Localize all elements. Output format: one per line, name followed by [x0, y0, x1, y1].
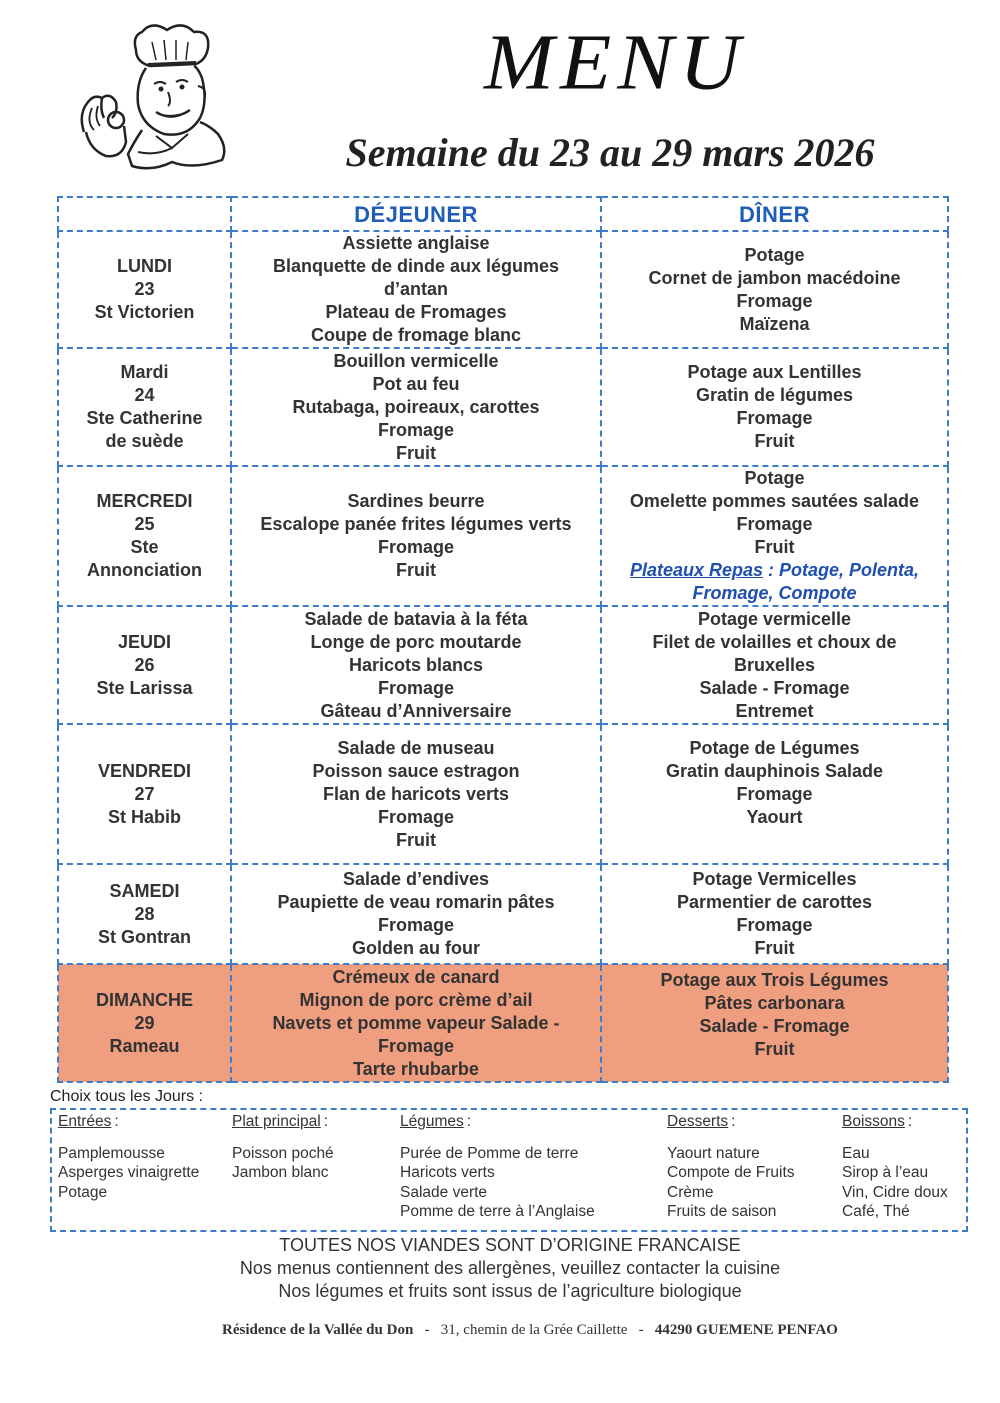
day-name: DIMANCHE — [96, 989, 193, 1010]
menu-table — [57, 196, 949, 1083]
day-row-thursday — [58, 606, 948, 724]
page-title: MENU — [484, 18, 746, 107]
dish: Fruit — [754, 431, 795, 451]
dish: Yaourt — [746, 807, 803, 827]
day-cell — [58, 606, 231, 724]
dish: Gratin de légumes — [695, 385, 854, 405]
day-name: JEUDI — [117, 631, 171, 652]
choice-item: Pamplemousse — [58, 1144, 165, 1162]
dish: Fruit — [396, 442, 436, 463]
dish: Fromage — [736, 915, 813, 935]
day-number: 29 — [134, 1012, 155, 1033]
dish: Tarte rhubarbe — [353, 1058, 479, 1079]
dish: Fromage — [377, 419, 455, 440]
dish: Plateau de Fromages — [325, 302, 507, 322]
day-row-tuesday — [58, 348, 948, 466]
day-number: 24 — [134, 385, 155, 405]
meal-tray-text-2: Fromage, Compote — [692, 583, 857, 603]
menu-header-row — [58, 197, 948, 231]
residence-name: Résidence de la Vallée du Don — [222, 1322, 414, 1338]
dish: Gâteau d’Anniversaire — [320, 700, 512, 721]
choice-item: Pomme de terre à l’Anglaise — [400, 1203, 595, 1220]
dish: Cornet de jambon macédoine — [648, 267, 901, 288]
column-title: Plat principal — [232, 1113, 321, 1130]
dish: Bouillon vermicelle — [333, 350, 499, 371]
dish: Potage — [744, 468, 805, 488]
dish: Salade de museau — [337, 737, 495, 758]
dish: Fromage — [736, 408, 813, 428]
day-number: 25 — [134, 514, 155, 534]
day-cell — [58, 466, 231, 606]
choice-item: Poisson poché — [232, 1144, 334, 1162]
dish: Golden au four — [352, 938, 480, 958]
choices-column-starters: Entrées: Pamplemousse Asperges vinaigrette Potage — [58, 1113, 200, 1201]
column-title: Légumes — [400, 1113, 464, 1130]
choice-item: Asperges vinaigrette — [58, 1164, 200, 1181]
dish: Gratin dauphinois Salade — [665, 761, 884, 781]
dish: Navets et pomme vapeur Salade - — [272, 1012, 560, 1033]
dish: Fruit — [396, 560, 436, 580]
day-row-sunday — [58, 964, 948, 1082]
choices-column-main: Plat principal: Poisson poché Jambon blanc — [232, 1113, 334, 1181]
dish: Parmentier de carottes — [676, 892, 873, 912]
dish: Escalope panée frites légumes verts — [260, 514, 572, 534]
dish: Assiette anglaise — [342, 233, 490, 253]
dish: Fromage — [377, 677, 455, 698]
choice-item: Vin, Cidre doux — [842, 1183, 948, 1201]
day-name: MERCREDI — [96, 491, 193, 511]
daily-choices-box — [50, 1108, 968, 1232]
choice-item: Compote de Fruits — [667, 1164, 795, 1181]
dish: Flan de haricots verts — [322, 783, 510, 804]
dish: Entremet — [735, 700, 814, 721]
note-allergens: Nos menus contiennent des allergènes, veuillez contacter la cuisine — [239, 1258, 781, 1278]
dinner-cell — [601, 606, 948, 724]
choice-item: Haricots verts — [400, 1164, 495, 1181]
day-saint: St Victorien — [94, 302, 195, 322]
day-name: SAMEDI — [109, 880, 180, 901]
dish: Omelette pommes sautées salade — [629, 491, 920, 511]
lunch-cell — [231, 964, 601, 1082]
day-row-saturday — [58, 864, 948, 964]
day-number: 28 — [134, 903, 155, 924]
lunch-cell — [231, 348, 601, 466]
dish: Potage aux Trois Légumes — [660, 970, 889, 990]
dish: Poisson sauce estragon — [312, 760, 520, 781]
choice-item: Fruits de saison — [667, 1203, 777, 1220]
dish: Salade d’endives — [342, 869, 490, 889]
dish: Fromage — [736, 784, 813, 804]
lunch-cell — [231, 864, 601, 964]
meal-tray-note — [602, 559, 947, 582]
choice-item: Jambon blanc — [232, 1164, 329, 1181]
dish: Potage de Légumes — [689, 738, 860, 758]
daily-choices-label: Choix tous les Jours : — [50, 1088, 203, 1105]
note-origin: TOUTES NOS VIANDES SONT D’ORIGINE FRANCAISE — [279, 1235, 741, 1255]
day-number: 27 — [134, 783, 155, 804]
day-saint: St Gontran — [98, 926, 191, 947]
lunch-cell — [231, 466, 601, 606]
day-number: 26 — [134, 654, 155, 675]
day-saint: Ste Catherine — [86, 408, 203, 428]
choice-item: Purée de Pomme de terre — [400, 1144, 579, 1162]
choices-column-vegetables: Légumes: Purée de Pomme de terre Haricots verts Salade verte Pomme de terre à l’Anglaise — [400, 1113, 595, 1220]
page-subtitle: Semaine du 23 au 29 mars 2026 — [345, 130, 875, 175]
dish: Fromage — [736, 290, 813, 311]
dish: Fromage — [736, 514, 813, 534]
day-cell — [58, 231, 231, 348]
separator: - — [424, 1322, 430, 1338]
day-row-monday — [58, 231, 948, 348]
dish: Fromage — [377, 537, 455, 557]
choices-column-desserts: Desserts: Yaourt nature Compote de Fruits Crème Fruits de saison — [667, 1113, 795, 1220]
dish: Sardines beurre — [347, 491, 485, 511]
day-saint: de suède — [105, 431, 184, 451]
separator: - — [638, 1322, 644, 1338]
day-name: Mardi — [120, 362, 169, 382]
dish: Haricots blancs — [348, 654, 484, 675]
dish: Blanquette de dinde aux légumes — [272, 256, 560, 276]
notes-block — [150, 1234, 870, 1303]
day-saint: Ste Larissa — [96, 677, 193, 698]
day-saint: Ste — [130, 537, 159, 557]
dinner-cell — [601, 724, 948, 864]
dish: Fruit — [396, 829, 436, 850]
day-cell — [58, 964, 231, 1082]
choice-item: Eau — [842, 1144, 870, 1162]
column-header-dinner: DÎNER — [601, 197, 948, 231]
choice-item: Potage — [58, 1183, 108, 1201]
day-cell — [58, 348, 231, 466]
day-saint: Annonciation — [87, 560, 202, 580]
dish: Potage Vermicelles — [692, 869, 857, 889]
city: 44290 GUEMENE PENFAO — [654, 1322, 838, 1338]
choices-column-drinks: Boissons: Eau Sirop à l’eau Vin, Cidre doux Café, Thé — [842, 1113, 948, 1220]
dish: Fromage — [377, 1035, 455, 1056]
day-number: 23 — [134, 279, 155, 299]
day-name: LUNDI — [117, 256, 172, 276]
dish: Paupiette de veau romarin pâtes — [277, 892, 555, 912]
dish: Salade de batavia à la féta — [304, 608, 528, 629]
lunch-cell — [231, 724, 601, 864]
dish: Fruit — [754, 938, 795, 958]
dish: Salade - Fromage — [699, 1016, 850, 1036]
corner-cell — [58, 197, 231, 231]
choice-item: Sirop à l’eau — [842, 1164, 929, 1181]
meal-tray-label: Plateaux Repas — [629, 560, 764, 580]
dish: Potage vermicelle — [697, 608, 852, 629]
footer-address — [120, 1322, 940, 1339]
chef-illustration-icon — [72, 22, 242, 172]
dish: Rutabaga, poireaux, carottes — [292, 396, 540, 417]
column-title: Boissons — [842, 1113, 905, 1130]
dish: Fruit — [754, 537, 795, 557]
day-row-friday — [58, 724, 948, 864]
lunch-cell — [231, 231, 601, 348]
column-title: Desserts — [667, 1113, 729, 1130]
lunch-cell — [231, 606, 601, 724]
dish: d’antan — [383, 279, 448, 299]
day-row-wednesday — [58, 466, 948, 606]
choice-item: Café, Thé — [842, 1203, 910, 1220]
dish: Coupe de fromage blanc — [310, 325, 522, 345]
dish: Pâtes carbonara — [704, 993, 845, 1013]
street-address: 31, chemin de la Grée Caillette — [440, 1322, 628, 1338]
day-name: VENDREDI — [97, 760, 191, 781]
choice-item: Crème — [667, 1183, 714, 1201]
dinner-cell — [601, 466, 948, 606]
choice-item: Salade verte — [400, 1183, 488, 1201]
dish: Fromage — [377, 806, 455, 827]
dinner-cell — [601, 864, 948, 964]
dish: Crémeux de canard — [332, 966, 500, 987]
dish: Fromage — [377, 915, 455, 935]
column-title: Entrées — [58, 1113, 112, 1130]
dinner-cell — [601, 964, 948, 1082]
dish: Fruit — [754, 1039, 795, 1059]
dish: Longe de porc moutarde — [310, 631, 522, 652]
dish: Potage aux Lentilles — [687, 362, 862, 382]
choice-item: Yaourt nature — [667, 1144, 760, 1162]
column-header-lunch: DÉJEUNER — [231, 197, 601, 231]
dish: Bruxelles — [733, 654, 816, 675]
day-saint: Rameau — [109, 1035, 180, 1056]
dish: Pot au feu — [372, 373, 460, 394]
meal-tray-text: : Potage, Polenta, — [763, 560, 920, 580]
dish: Maïzena — [739, 313, 810, 334]
dish: Mignon de porc crème d’ail — [299, 989, 533, 1010]
dish: Filet de volailles et choux de — [652, 631, 897, 652]
dish: Salade - Fromage — [699, 677, 850, 698]
dish: Potage — [744, 244, 805, 265]
day-cell — [58, 724, 231, 864]
dinner-cell — [601, 348, 948, 466]
day-saint: St Habib — [107, 806, 181, 827]
dinner-cell — [601, 231, 948, 348]
day-cell — [58, 864, 231, 964]
note-organic: Nos légumes et fruits sont issus de l’agriculture biologique — [278, 1281, 742, 1301]
